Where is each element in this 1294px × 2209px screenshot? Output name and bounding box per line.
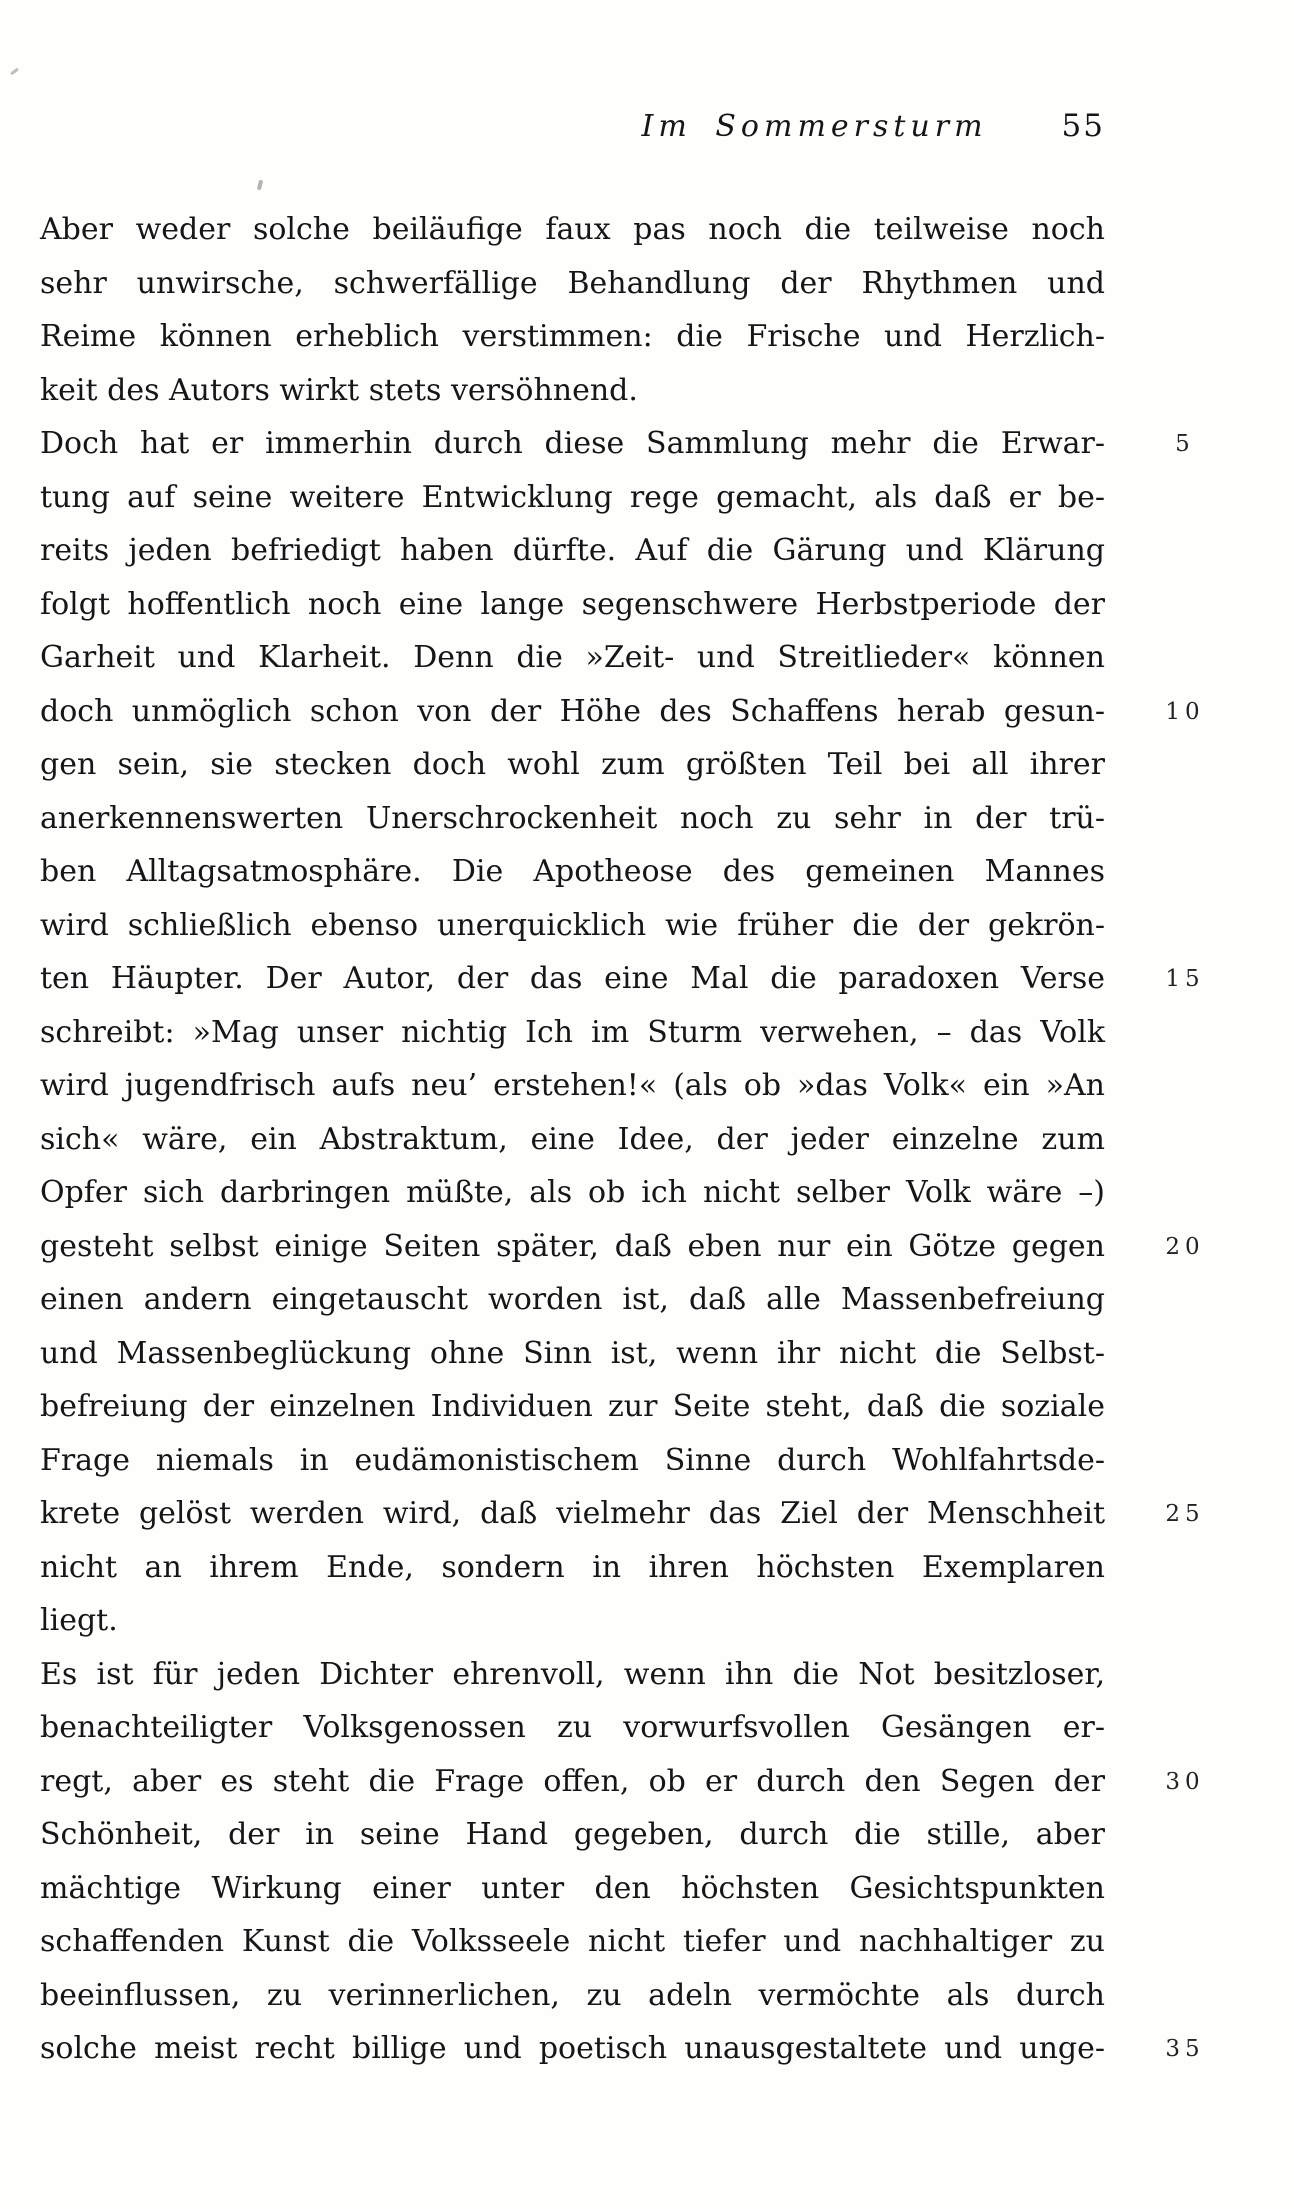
text-line: einen andern eingetauscht worden ist, daß alle Massenbefreiung xyxy=(40,1282,1105,1317)
text-line: schaffenden Kunst die Volksseele nicht tiefer und nachhaltiger zu xyxy=(40,1924,1105,1959)
text-line: Es ist für jeden Dichter ehrenvoll, wenn ihn die Not besitzloser, xyxy=(40,1656,1105,1692)
text-line: Frage niemals in eudämonistischem Sinne durch Wohlfahrtsde- xyxy=(40,1442,1105,1478)
line-number-marker: 5 xyxy=(1175,431,1195,457)
text-line: liegt. xyxy=(40,1603,118,1638)
running-title: Im Sommersturm xyxy=(641,109,988,144)
text-line: solche meist recht billige und poetisch unausgestaltete und unge- 35 xyxy=(40,2022,1105,2076)
text-line: Garheit und Klarheit. Denn die »Zeit- und Streitlieder« können xyxy=(40,640,1105,675)
text-line: anerkennenswerten Unerschrockenheit noch zu sehr in der trü- xyxy=(40,800,1105,836)
text-line: und Massenbeglückung ohne Sinn ist, wenn ihr nicht die Selbst- xyxy=(40,1335,1105,1371)
line-number-marker: 35 xyxy=(1165,2036,1205,2062)
text-line: mächtige Wirkung einer unter den höchsten Gesichtspunkten xyxy=(40,1870,1105,1906)
line-number-marker: 10 xyxy=(1165,698,1205,725)
text-line: wird schließlich ebenso unerquicklich wie früher die der gekrön- xyxy=(40,907,1105,943)
text-line: gesteht selbst einige Seiten später, daß eben nur ein Götze gegen 20 xyxy=(40,1220,1105,1274)
text-line: Schönheit, der in seine Hand gegeben, durch die stille, aber xyxy=(40,1817,1105,1852)
page-header xyxy=(40,108,1105,154)
text-line: keit des Autors wirkt stets versöhnend. xyxy=(40,372,638,408)
text-line: ten Häupter. Der Autor, der das eine Mal die paradoxen Verse 15 xyxy=(40,952,1105,1006)
page-number: 55 xyxy=(1061,108,1105,144)
text-line: folgt hoffentlich noch eine lange segenschwere Herbstperiode der xyxy=(40,586,1105,622)
text-line: wird jugendfrisch aufs neu’ erstehen!« (als ob »das Volk« ein »An xyxy=(40,1068,1105,1103)
text-line: gen sein, sie stecken doch wohl zum größten Teil bei all ihrer xyxy=(40,747,1105,782)
text-line: tung auf seine weitere Entwicklung rege gemacht, als daß er be- xyxy=(40,479,1105,515)
line-number-marker: 20 xyxy=(1165,1233,1205,1260)
text-line: nicht an ihrem Ende, sondern in ihren höchsten Exemplaren xyxy=(40,1549,1105,1585)
text-line: doch unmöglich schon von der Höhe des Schaffens herab gesun- 10 xyxy=(40,685,1105,739)
text-line: Reime können erheblich verstimmen: die Frische und Herzlich- xyxy=(40,319,1105,354)
text-line: benachteiligter Volksgenossen zu vorwurfsvollen Gesängen er- xyxy=(40,1710,1105,1745)
line-number-marker: 30 xyxy=(1165,1768,1205,1795)
scan-speck xyxy=(257,180,263,191)
line-number-marker: 15 xyxy=(1165,966,1205,992)
text-line: sehr unwirsche, schwerfällige Behandlung der Rhythmen und xyxy=(40,265,1105,301)
text-line: Opfer sich darbringen müßte, als ob ich nicht selber Volk wäre –) xyxy=(40,1175,1105,1210)
text-line: regt, aber es steht die Frage offen, ob er durch den Segen der 30 xyxy=(40,1755,1105,1809)
scan-speck xyxy=(10,68,19,76)
text-line: sich« wäre, ein Abstraktum, eine Idee, der jeder einzelne zum xyxy=(40,1121,1105,1157)
text-line: reits jeden befriedigt haben dürfte. Auf die Gärung und Klärung xyxy=(40,533,1105,568)
text-line: schreibt: »Mag unser nichtig Ich im Sturm verwehen, – das Volk xyxy=(40,1014,1105,1050)
text-body xyxy=(40,203,1205,2076)
text-line: ben Alltagsatmosphäre. Die Apotheose des gemeinen Mannes xyxy=(40,854,1105,889)
text-line: Doch hat er immerhin durch diese Sammlung mehr die Erwar- 5 xyxy=(40,417,1105,471)
line-number-marker: 25 xyxy=(1165,1501,1205,1527)
text-line: Aber weder solche beiläufige faux pas noch die teilweise noch xyxy=(40,212,1105,247)
text-line: befreiung der einzelnen Individuen zur Seite steht, daß die soziale xyxy=(40,1389,1105,1424)
text-line: beeinflussen, zu verinnerlichen, zu adeln vermöchte als durch xyxy=(40,1977,1105,2013)
text-line: krete gelöst werden wird, daß vielmehr das Ziel der Menschheit 25 xyxy=(40,1487,1105,1541)
